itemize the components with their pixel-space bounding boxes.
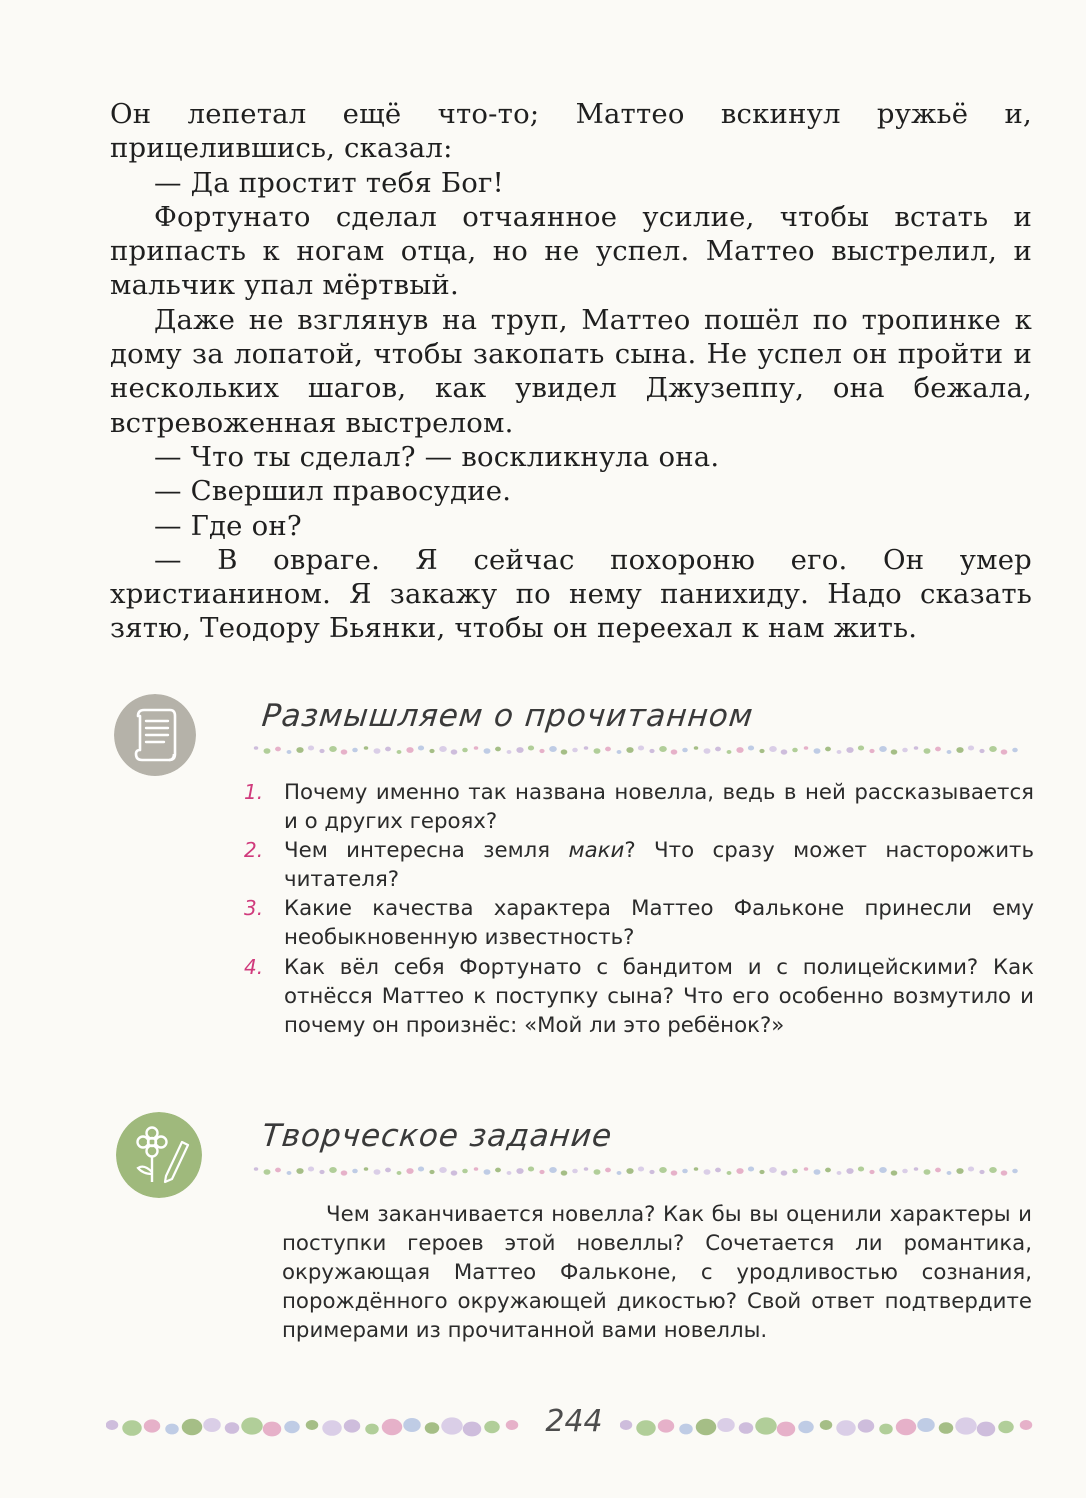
- decor-dot: [495, 1168, 501, 1173]
- decor-dot: [759, 749, 764, 753]
- decor-dot: [759, 1170, 764, 1174]
- decor-dot: [879, 746, 887, 752]
- decor-dot: [365, 1424, 379, 1435]
- decor-dot: [418, 1167, 424, 1172]
- decor-dot: [385, 747, 391, 752]
- decor-dot: [626, 747, 633, 753]
- decor-dot: [696, 1419, 717, 1435]
- decor-dot: [917, 1418, 935, 1432]
- decor-dot: [727, 1171, 732, 1175]
- decor-dot: [924, 748, 931, 754]
- decor-dot: [879, 1167, 887, 1173]
- decor-dot: [935, 747, 941, 752]
- paragraph: — Да простит тебя Бог!: [154, 166, 504, 199]
- decor-dot: [804, 746, 809, 750]
- question-number: 4.: [244, 954, 264, 979]
- decor-dot: [341, 1170, 348, 1175]
- decor-dot: [374, 1169, 381, 1175]
- decor-dot: [715, 1168, 721, 1173]
- decor-dot: [406, 1168, 413, 1174]
- decor-dot: [914, 746, 919, 750]
- decor-dot: [463, 1422, 482, 1437]
- decor-dot: [296, 747, 303, 753]
- decor-dot: [106, 1420, 118, 1430]
- decor-dot: [451, 1170, 458, 1175]
- decor-dot: [484, 1169, 491, 1175]
- decor-dot: [329, 746, 337, 752]
- decor-dot: [429, 749, 434, 753]
- decor-dot: [792, 748, 798, 752]
- decor-dot: [1012, 1169, 1018, 1173]
- decor-dot: [679, 1424, 693, 1435]
- decor-dot: [814, 748, 821, 754]
- flower-pencil-icon: [116, 1112, 202, 1198]
- decor-dot: [594, 748, 601, 754]
- decor-dot: [322, 1420, 342, 1436]
- decor-dot: [989, 746, 997, 752]
- decor-dot: [671, 749, 678, 754]
- decor-dot: [397, 1171, 402, 1175]
- decor-dot: [352, 748, 358, 752]
- decor-dot: [1001, 1170, 1008, 1175]
- decor-dot: [144, 1419, 161, 1432]
- decor-dot: [474, 1167, 479, 1171]
- question-text: Какие качества характера Маттео Фальконе принесли ему необыкновенную известность?: [284, 896, 1034, 951]
- decor-dot: [956, 1168, 963, 1174]
- decor-dot: [736, 1168, 743, 1174]
- decor-dot: [968, 746, 974, 751]
- decor-dot: [462, 748, 468, 752]
- decor-dot: [425, 1422, 440, 1434]
- question-text: Как вёл себя Фортунато с бандитом и с полицейскими? Как отнёсся Маттео к поступку сына? Что его особенно возмутило и почему он произнёс: «Мой ли это ребёнок?»: [284, 954, 1034, 1038]
- decor-dot: [777, 1422, 796, 1437]
- decor-dot: [820, 1420, 833, 1430]
- decor-dot: [804, 1167, 809, 1171]
- decor-dot: [484, 1421, 500, 1433]
- decor-dot: [869, 749, 874, 753]
- question-number: 1.: [244, 780, 264, 804]
- decor-dot: [682, 748, 688, 752]
- decor-dot: [344, 1419, 361, 1432]
- decor-dot: [296, 1168, 303, 1174]
- decor-dot: [165, 1424, 179, 1435]
- decor-dot: [584, 1167, 589, 1171]
- paragraph: — Свершил правосудие.: [154, 475, 512, 508]
- decor-dot: [955, 1417, 977, 1434]
- decor-dot: [584, 746, 589, 750]
- decor-dot: [694, 746, 699, 750]
- decor-dot: [182, 1419, 203, 1435]
- decor-dot: [658, 1419, 675, 1432]
- decor-dot: [539, 1170, 544, 1174]
- decor-dot: [263, 1422, 282, 1437]
- decor-dot: [837, 1171, 842, 1175]
- decor-dot: [947, 750, 952, 754]
- decor-dot: [572, 748, 578, 752]
- decor-dot: [406, 747, 413, 753]
- decor-dot: [439, 746, 447, 752]
- decor-dot: [561, 1170, 568, 1175]
- decor-dot: [594, 1169, 601, 1175]
- decor-dot: [638, 1167, 644, 1172]
- dotted-divider: [250, 1162, 1030, 1180]
- questions-list: [242, 778, 1034, 1040]
- question-text: [284, 838, 1034, 892]
- decor-dot: [507, 1171, 512, 1175]
- text-segment: Чем интересна земля: [284, 838, 569, 864]
- decor-dot: [203, 1418, 221, 1432]
- decor-dot: [254, 1167, 259, 1171]
- scroll-icon: [114, 694, 196, 776]
- decor-dot: [924, 1169, 931, 1175]
- decor-dot: [374, 748, 381, 754]
- decor-dot: [858, 1419, 875, 1432]
- decor-dot: [825, 747, 831, 752]
- decor-dot: [617, 750, 622, 754]
- decor-dot: [605, 1168, 611, 1173]
- decor-dot: [977, 1422, 996, 1437]
- decor-dot: [825, 1168, 831, 1173]
- page-number: 244: [545, 1404, 603, 1439]
- decor-dot: [858, 1167, 864, 1172]
- list-item: [242, 836, 1034, 894]
- decor-dot: [306, 1420, 319, 1430]
- decor-dot: [418, 746, 424, 751]
- decor-dot: [572, 1169, 578, 1173]
- decor-dot: [798, 1421, 814, 1433]
- decor-dot: [352, 1169, 358, 1173]
- decor-dot: [264, 748, 271, 754]
- decor-dot: [319, 749, 324, 753]
- decor-dot: [451, 749, 458, 754]
- decor-dot: [620, 1420, 632, 1430]
- decor-dot: [1001, 749, 1008, 754]
- decor-dot: [516, 1168, 523, 1174]
- decor-dot: [748, 746, 754, 751]
- decor-dot: [341, 749, 348, 754]
- decor-dot: [561, 749, 568, 754]
- decor-dot: [846, 1168, 853, 1174]
- decor-dot: [736, 747, 743, 753]
- decor-dot: [792, 1169, 798, 1173]
- decor-dot: [225, 1422, 240, 1434]
- decor-dot: [694, 1167, 699, 1171]
- decor-dot: [659, 746, 667, 752]
- decor-dot: [902, 748, 908, 752]
- decor-dot: [781, 1170, 788, 1175]
- decor-dot: [528, 1167, 534, 1172]
- decor-dot: [935, 1168, 941, 1173]
- decor-dot: [241, 1417, 263, 1434]
- paragraph: Фортунато сделал отчаянное усилие, чтобы встать и припасть к ногам отца, но не успел. Маттео выстрелил, и мальчик упал мёртвый.: [110, 200, 1032, 302]
- decor-dot: [846, 747, 853, 753]
- decor-dot: [605, 747, 611, 752]
- decor-dot: [329, 1167, 337, 1173]
- decor-dot: [429, 1170, 434, 1174]
- decor-dot: [858, 746, 864, 751]
- story-text: [110, 97, 1032, 646]
- paragraph: — Что ты сделал? — воскликнула она.: [154, 440, 720, 473]
- question-number: 3.: [244, 896, 264, 921]
- decor-dot: [626, 1168, 633, 1174]
- decor-dot: [254, 746, 259, 750]
- decor-dot: [659, 1167, 667, 1173]
- decor-dot: [382, 1419, 403, 1435]
- decor-dot: [549, 1167, 557, 1173]
- decor-dot: [506, 1420, 519, 1430]
- decor-dot: [441, 1417, 463, 1434]
- paragraph: — Где он?: [154, 509, 302, 542]
- decor-dot: [1012, 748, 1018, 752]
- decor-dot: [638, 746, 644, 751]
- decor-dot: [507, 750, 512, 754]
- decor-dot: [896, 1419, 917, 1435]
- decor-dot: [1020, 1420, 1033, 1430]
- page-footer: [100, 1402, 1040, 1452]
- decor-dot: [715, 747, 721, 752]
- creative-title: Творческое задание: [260, 1118, 615, 1154]
- decor-dot: [462, 1169, 468, 1173]
- decor-dot: [979, 1170, 984, 1174]
- decor-dot: [879, 1424, 893, 1435]
- decor-dot: [528, 746, 534, 751]
- decor-dot: [439, 1167, 447, 1173]
- decor-dot: [979, 749, 984, 753]
- decor-dot: [364, 746, 369, 750]
- decor-dot: [308, 746, 314, 751]
- decor-dot: [891, 749, 898, 754]
- decor-dot: [495, 747, 501, 752]
- decor-dot: [968, 1167, 974, 1172]
- decor-dot: [516, 747, 523, 753]
- decor-dot: [739, 1422, 754, 1434]
- term-maki: маки: [568, 838, 625, 864]
- question-number: 2.: [244, 838, 264, 863]
- decor-dot: [287, 750, 292, 754]
- reflection-title: Размышляем о прочитанном: [260, 698, 756, 734]
- decor-dot: [947, 1171, 952, 1175]
- decor-dot: [748, 1167, 754, 1172]
- decor-dot: [837, 750, 842, 754]
- decor-dot: [682, 1169, 688, 1173]
- decor-dot: [539, 749, 544, 753]
- decor-dot: [264, 1169, 271, 1175]
- decor-dot: [403, 1418, 421, 1432]
- decor-dot: [484, 748, 491, 754]
- decor-dot: [717, 1418, 735, 1432]
- decor-dot: [275, 747, 281, 752]
- paragraph: — В овраге. Я сейчас похороню его. Он умер христианином. Я закажу по нему панихиду. Надо сказать зятю, Теодору Бьянки, чтобы он переехал к нам жить.: [110, 543, 1032, 645]
- footer-dots-right: [620, 1410, 1040, 1444]
- decor-dot: [956, 747, 963, 753]
- decor-dot: [939, 1422, 954, 1434]
- decor-dot: [814, 1169, 821, 1175]
- decor-dot: [617, 1171, 622, 1175]
- decor-dot: [704, 1169, 711, 1175]
- decor-dot: [755, 1417, 777, 1434]
- decor-dot: [308, 1167, 314, 1172]
- question-text: Почему именно так названа новелла, ведь в ней рассказывается и о других героях?: [284, 780, 1034, 835]
- decor-dot: [549, 746, 557, 752]
- decor-dot: [769, 746, 777, 752]
- decor-dot: [989, 1167, 997, 1173]
- decor-dot: [869, 1170, 874, 1174]
- text-segment: ? Что сразу может насторожить читателя?: [284, 838, 1034, 893]
- decor-dot: [474, 746, 479, 750]
- decor-dot: [781, 749, 788, 754]
- decor-dot: [891, 1170, 898, 1175]
- decor-dot: [287, 1171, 292, 1175]
- list-item: [242, 778, 1034, 836]
- decor-dot: [649, 749, 654, 753]
- decor-dot: [649, 1170, 654, 1174]
- decor-dot: [671, 1170, 678, 1175]
- decor-dot: [998, 1421, 1014, 1433]
- decor-dot: [319, 1170, 324, 1174]
- list-item: [242, 894, 1034, 952]
- decor-dot: [914, 1167, 919, 1171]
- dotted-divider: [250, 741, 1030, 759]
- footer-dots-left: [106, 1410, 526, 1444]
- paragraph: Даже не взглянув на труп, Маттео пошёл по тропинке к дому за лопатой, чтобы закопать сына. Не успел он пройти и нескольких шагов, как увидел Джузеппу, она бежала, встревоженная выстрелом.: [110, 303, 1032, 439]
- decor-dot: [364, 1167, 369, 1171]
- decor-dot: [704, 748, 711, 754]
- decor-dot: [769, 1167, 777, 1173]
- decor-dot: [727, 750, 732, 754]
- list-item: [242, 953, 1034, 1040]
- decor-dot: [397, 750, 402, 754]
- decor-dot: [122, 1420, 142, 1436]
- decor-dot: [385, 1168, 391, 1173]
- decor-dot: [836, 1420, 856, 1436]
- creative-task-text: Чем заканчивается новелла? Как бы вы оценили характеры и поступки героев этой новеллы? Сочетается ли романтика, окружающая Маттео Фальконе, с уродливостью сознания, порождённого окружающей дикостью? Свой ответ подтвердите примерами из прочитанной вами новеллы.: [282, 1202, 1032, 1344]
- paragraph: Он лепетал ещё что-то; Маттео вскинул ружьё и, прицелившись, сказал:: [110, 98, 1032, 165]
- decor-dot: [284, 1421, 300, 1433]
- decor-dot: [902, 1169, 908, 1173]
- decor-dot: [275, 1168, 281, 1173]
- decor-dot: [636, 1420, 656, 1436]
